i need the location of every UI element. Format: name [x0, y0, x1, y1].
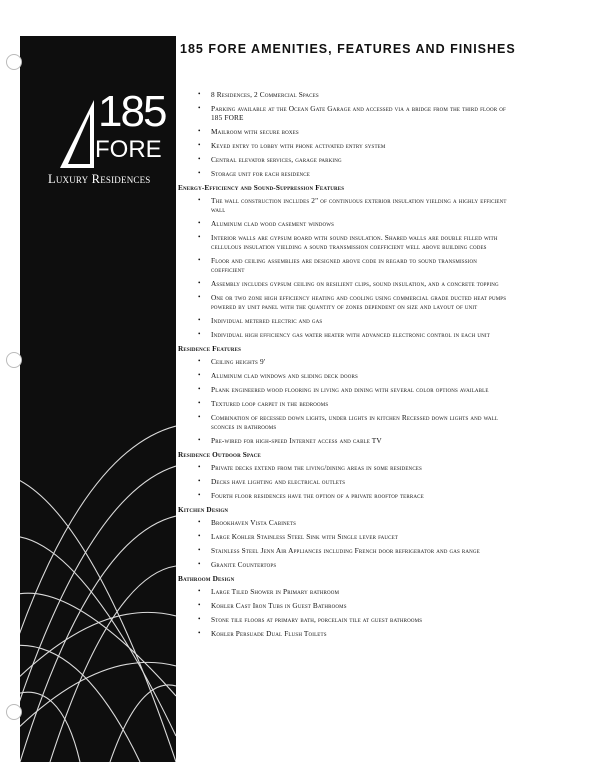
list-item-text: Floor and ceiling assemblies are designed above code in regard to sound transmission coefficient [211, 256, 477, 274]
sections-container [176, 183, 512, 638]
list-item [176, 155, 512, 164]
list-item-text: 8 Residences, 2 Commercial Spaces [211, 90, 319, 99]
bullet-icon: • [198, 463, 201, 471]
list-item [176, 141, 512, 150]
section-list [176, 518, 512, 569]
list-item-text: Individual metered electric and gas [211, 316, 323, 325]
bullet-icon: • [198, 279, 201, 287]
list-item [176, 532, 512, 541]
bullet-icon: • [198, 155, 201, 163]
list-item [176, 357, 512, 366]
bullet-icon: • [198, 601, 201, 609]
list-item [176, 127, 512, 136]
bullet-icon: • [198, 357, 201, 365]
list-item-text: Keyed entry to lobby with phone activated entry system [211, 141, 386, 150]
list-item [176, 601, 512, 610]
bullet-icon: • [198, 330, 201, 338]
feature-section [176, 183, 512, 339]
bullet-icon: • [198, 90, 201, 98]
list-item [176, 233, 512, 251]
features-content [176, 90, 512, 643]
bullet-icon: • [198, 316, 201, 324]
section-heading: Energy-Efficiency and Sound-Suppression Features [178, 183, 345, 192]
feature-section [176, 574, 512, 638]
list-item-text: Plank engineered wood flooring in living and dining with several color options available [211, 385, 489, 394]
list-item [176, 279, 512, 288]
list-item-text: Decks have lighting and electrical outlets [211, 477, 346, 486]
list-item [176, 104, 512, 122]
list-item-text: Aluminum clad wood casement windows [211, 219, 335, 228]
bullet-icon: • [198, 477, 201, 485]
list-item-text: Aluminum clad windows and sliding deck doors [211, 371, 358, 380]
bullet-icon: • [198, 615, 201, 623]
section-heading: Residence Features [178, 344, 242, 353]
list-item [176, 316, 512, 325]
list-item [176, 546, 512, 555]
punch-hole [6, 54, 22, 70]
section-heading: Residence Outdoor Space [178, 450, 261, 459]
list-item-text: Parking available at the Ocean Gate Garage and accessed via a bridge from the third floor of 185 FORE [211, 104, 506, 122]
bullet-icon: • [198, 371, 201, 379]
list-item-text: Mailroom with secure boxes [211, 127, 299, 136]
list-item [176, 330, 512, 339]
bullet-icon: • [198, 385, 201, 393]
intro-list [176, 90, 512, 178]
list-item [176, 518, 512, 527]
list-item [176, 491, 512, 500]
list-item [176, 436, 512, 445]
list-item-text: Storage unit for each residence [211, 169, 310, 178]
page-title: 185 FORE AMENITIES, FEATURES AND FINISHES [180, 42, 516, 56]
list-item-text: One or two zone high efficiency heating and cooling using commercial grade ducted heat pumps powered by unit panel with the quantity of zones dependent on size and layout of unit [211, 293, 507, 311]
list-item-text: Large Tiled Shower in Primary bathroom [211, 587, 340, 596]
list-item [176, 219, 512, 228]
list-item-text: The wall construction includes 2" of continuous exterior insulation yielding a highly efficient wall [211, 196, 507, 214]
bullet-icon: • [198, 169, 201, 177]
list-item [176, 560, 512, 569]
section-list [176, 463, 512, 500]
list-item-text: Assembly includes gypsum ceiling on resilient clips, sound insulation, and a concrete topping [211, 279, 499, 288]
bullet-icon: • [198, 219, 201, 227]
list-item-text: Stone tile floors at primary bath, porcelain tile at guest bathrooms [211, 615, 423, 624]
list-item [176, 463, 512, 472]
bullet-icon: • [198, 491, 201, 499]
list-item [176, 256, 512, 274]
list-item [176, 399, 512, 408]
list-item [176, 196, 512, 214]
list-item-text: Private decks extend from the living/dining areas in some residences [211, 463, 422, 472]
feature-section [176, 505, 512, 569]
section-list [176, 357, 512, 445]
bullet-icon: • [198, 196, 201, 204]
list-item-text: Central elevator services, garage parking [211, 155, 342, 164]
list-item [176, 90, 512, 99]
bullet-icon: • [198, 629, 201, 637]
bullet-icon: • [198, 399, 201, 407]
list-item [176, 615, 512, 624]
bullet-icon: • [198, 587, 201, 595]
list-item-text: Kohler Persuade Dual Flush Toilets [211, 629, 327, 638]
list-item-text: Stainless Steel Jenn Air Appliances including French door refrigerator and gas range [211, 546, 480, 555]
list-item-text: Kohler Cast Iron Tubs in Guest Bathrooms [211, 601, 347, 610]
logo-word: FORE [95, 136, 162, 163]
list-item [176, 371, 512, 380]
punch-hole [6, 352, 22, 368]
list-item-text: Interior walls are gypsum board with sound insulation. Shared walls are double filled with cellulous insulation yielding a sound transmission coefficient well above building codes [211, 233, 498, 251]
list-item-text: Brookhaven Vista Cabinets [211, 518, 297, 527]
bullet-icon: • [198, 233, 201, 241]
bullet-icon: • [198, 436, 201, 444]
list-item-text: Individual high efficiency gas water heater with advanced electronic control in each unit [211, 330, 490, 339]
bullet-icon: • [198, 127, 201, 135]
list-item [176, 385, 512, 394]
logo-sail-icon [60, 100, 96, 168]
list-item [176, 293, 512, 311]
list-item-text: Fourth floor residences have the option of a private rooftop terrace [211, 491, 424, 500]
bullet-icon: • [198, 256, 201, 264]
feature-section [176, 344, 512, 445]
bullet-icon: • [198, 104, 201, 112]
list-item-text: Textured loop carpet in the bedrooms [211, 399, 329, 408]
list-item [176, 477, 512, 486]
bullet-icon: • [198, 532, 201, 540]
bullet-icon: • [198, 560, 201, 568]
bullet-icon: • [198, 141, 201, 149]
list-item-text: Granite Countertops [211, 560, 277, 569]
bullet-icon: • [198, 518, 201, 526]
feature-section [176, 450, 512, 500]
list-item-text: Large Kohler Stainless Steel Sink with Single lever faucet [211, 532, 399, 541]
section-list [176, 587, 512, 638]
list-item-text: Ceiling heights 9' [211, 357, 266, 366]
bullet-icon: • [198, 293, 201, 301]
list-item [176, 169, 512, 178]
logo-tagline: Luxury Residences [48, 172, 151, 186]
list-item [176, 587, 512, 596]
section-list [176, 196, 512, 339]
bullet-icon: • [198, 413, 201, 421]
section-heading: Bathroom Design [178, 574, 235, 583]
list-item-text: Pre-wired for high-speed Internet access and cable TV [211, 436, 382, 445]
brand-sidebar [20, 36, 176, 762]
section-heading: Kitchen Design [178, 505, 229, 514]
logo-number: 185 [98, 87, 166, 136]
list-item [176, 413, 512, 431]
list-item [176, 629, 512, 638]
list-item-text: Combination of recessed down lights, under lights in kitchen Recessed down lights and wall sconces in bathrooms [211, 413, 499, 431]
punch-hole [6, 704, 22, 720]
bullet-icon: • [198, 546, 201, 554]
